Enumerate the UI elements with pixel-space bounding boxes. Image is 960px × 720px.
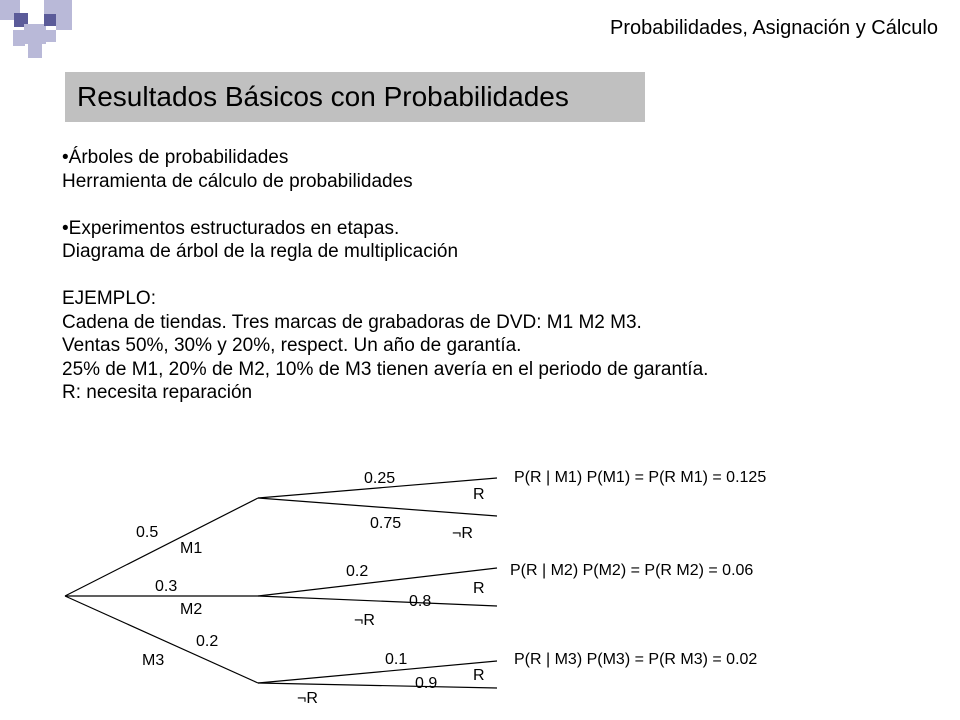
label-m2-not-r: ¬R (354, 612, 375, 629)
branch-m3-not-r (258, 683, 497, 688)
prob-m3-not-r: 0.9 (415, 675, 438, 692)
prob-m3-r: 0.1 (385, 651, 408, 668)
slide-title: Resultados Básicos con Probabilidades (77, 81, 569, 112)
label-m1-r: R (473, 486, 485, 503)
bullet-line: •Experimentos estructurados en etapas. (62, 217, 400, 239)
label-m2: M2 (180, 601, 203, 618)
label-m3: M3 (142, 652, 165, 669)
prob-m1-not-r: 0.75 (370, 515, 402, 532)
label-m2-r: R (473, 580, 485, 597)
branch-m2-r (258, 568, 497, 596)
prob-m1-r: 0.25 (364, 470, 396, 487)
bullet-line: •Árboles de probabilidades (62, 147, 289, 168)
prob-m2-not-r: 0.8 (409, 593, 432, 610)
prob-m3: 0.2 (196, 633, 219, 650)
label-m3-r: R (473, 667, 485, 684)
label-m1-not-r: ¬R (452, 525, 473, 542)
text-line: Cadena de tiendas. Tres marcas de grabadoras de DVD: M1 M2 M3. (62, 311, 642, 333)
label-m1: M1 (180, 540, 203, 557)
text-line: EJEMPLO: (62, 288, 156, 309)
branch-m2-not-r (258, 596, 497, 606)
result-m1: P(R | M1) P(M1) = P(R M1) = 0.125 (514, 469, 767, 486)
prob-m1: 0.5 (136, 524, 159, 541)
text-line: 25% de M1, 20% de M2, 10% de M3 tienen avería en el periodo de garantía. (62, 358, 709, 380)
branch-m1-not-r (258, 498, 497, 516)
label-m3-not-r: ¬R (297, 690, 318, 707)
result-m3: P(R | M3) P(M3) = P(R M3) = 0.02 (514, 651, 758, 668)
branch-m3-r (258, 661, 497, 683)
text-line: Diagrama de árbol de la regla de multiplicación (62, 241, 459, 262)
prob-m2-r: 0.2 (346, 563, 369, 580)
result-m2: P(R | M2) P(M2) = P(R M2) = 0.06 (510, 562, 754, 579)
text-line: R: necesita reparación (62, 382, 253, 403)
header-title: Probabilidades, Asignación y Cálculo (610, 17, 938, 39)
text-line: Ventas 50%, 30% y 20%, respect. Un año de garantía. (62, 335, 522, 356)
text-line: Herramienta de cálculo de probabilidades (62, 170, 413, 192)
prob-m2: 0.3 (155, 578, 178, 595)
